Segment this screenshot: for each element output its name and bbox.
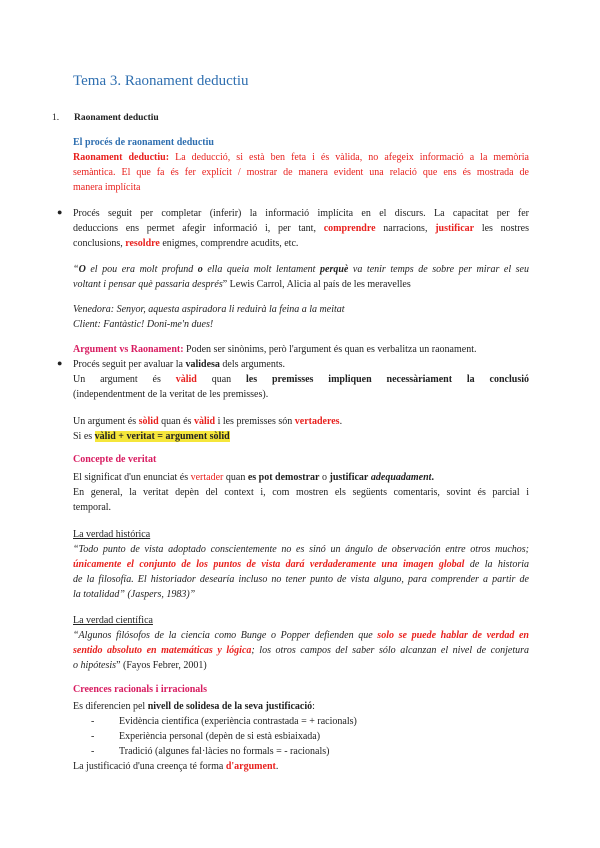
cientifica-line-2 [73, 643, 529, 658]
list-item-text: Experiència personal (depèn de si està esbiaixada) [119, 731, 321, 742]
keyword: resoldre [125, 238, 160, 249]
keyword: vàlid [193, 416, 216, 427]
argument-bullet-line-2 [73, 372, 529, 387]
section-label: Raonament deductiu [74, 113, 159, 123]
text: voltant i pensar què passaria després [73, 279, 223, 290]
text: justificar [329, 472, 369, 483]
text: Si es [73, 431, 95, 442]
text: adequadament [370, 472, 432, 483]
list-item [91, 729, 320, 744]
text: : [312, 701, 315, 712]
text: Es diferencien pel [73, 701, 148, 712]
dash-icon: - [91, 746, 95, 757]
list-item-text: Tradició (algunes fal·làcies no formals = - racionals) [119, 746, 330, 757]
historica-line-3: de la filosofía. El historiador desearía incluso no tener punto de vista alguno, para comprender a partir de [73, 574, 529, 585]
subheading-cientifica: La verdad científica [73, 615, 153, 626]
definition-text: La deducció, si està ben feta i és vàlida, no afegeix informació a la memòria [169, 152, 529, 163]
text: El significat d'un enunciat és [73, 472, 191, 483]
keyword: d'argument [225, 761, 276, 772]
solid-line-2 [73, 429, 230, 444]
text: deduccions ens permet afegir informació i, per tant, [73, 223, 324, 234]
text: Procés seguit per avaluar la [73, 359, 186, 370]
dash-icon: - [91, 716, 95, 727]
text: ; los otros campos del saber sólo alcanzan el nivel de conjetura [251, 645, 529, 656]
text: . [431, 472, 434, 483]
term: Argument vs Raonament: [73, 344, 184, 355]
keyword: vertaderes [294, 416, 340, 427]
text: el pou era molt profund [85, 264, 198, 275]
argument-bullet-line-3: (independentment de la veritat de les premisses). [73, 389, 269, 400]
text: quan [196, 374, 246, 385]
list-item [91, 744, 329, 759]
keyword: comprendre [323, 223, 376, 234]
subheading-proces: El procés de raonament deductiu [73, 137, 214, 148]
text: “ [73, 264, 79, 275]
veritat-line-1 [73, 470, 434, 485]
section-heading-1 [52, 113, 159, 123]
dash-icon: - [91, 731, 95, 742]
text: “Algunos filósofos de la ciencia como Bunge o Popper defienden que [73, 630, 378, 641]
keyword: vàlid [175, 374, 197, 385]
bullet-icon: ● [57, 207, 63, 217]
page-title: Tema 3. Raonament deductiu [73, 73, 249, 89]
bullet1-line-1: Procés seguit per completar (inferir) la informació implícita en el discurs. La capacitat per fer [73, 208, 529, 219]
text: quan [223, 472, 248, 483]
bullet1-line-3 [73, 236, 298, 251]
highlighted-quote: sentido absoluto en matemáticas y lógica [73, 645, 252, 656]
text: i les premisses són [215, 416, 295, 427]
text: Un argument és [73, 416, 139, 427]
text: Poden ser sinònims, però l'argument és quan es verbalitza un raonament. [183, 344, 477, 355]
highlighted-quote: únicamente el conjunto de los puntos de vista dará verdaderamente una imagen global [73, 559, 465, 570]
dialog-line-2: Client: Fantàstic! Doni-me'n dues! [73, 319, 214, 330]
text: conclusions, [73, 238, 126, 249]
text: quan és [158, 416, 194, 427]
cientifica-line-3 [73, 658, 207, 673]
text: narracions, [375, 223, 436, 234]
subheading-historica: La verdad histórica [73, 529, 151, 540]
text: validesa [185, 359, 220, 370]
definition-line-3: manera implícita [73, 182, 141, 193]
text: les nostres [474, 223, 529, 234]
bullet1-line-2 [73, 221, 529, 236]
section-number: 1. [52, 113, 60, 123]
definition-line-2: semàntica. El que fa és fer explícit / mostrar de manera evident una relació que ens és mostrada de [73, 167, 529, 178]
text: de la historia [464, 559, 529, 570]
quote-carroll-line-1 [73, 262, 529, 277]
keyword: sòlid [138, 416, 159, 427]
text: o [319, 472, 330, 483]
veritat-line-3: temporal. [73, 502, 112, 513]
keyword: vertader [190, 472, 224, 483]
text: o hipótesis [73, 660, 117, 671]
highlighted-formula: vàlid + veritat = argument sòlid [94, 431, 230, 442]
text: o [197, 264, 203, 275]
subheading-creences: Creences racionals i irracionals [73, 684, 207, 695]
text: . [275, 761, 279, 772]
solid-line-1 [73, 414, 342, 429]
list-item [91, 714, 357, 729]
creences-intro [73, 699, 315, 714]
text: enigmes, comprendre acudits, etc. [159, 238, 299, 249]
text: ” Lewis Carrol, Alicia al país de les meravelles [222, 279, 411, 290]
text: dels arguments. [219, 359, 286, 370]
historica-line-1: “Todo punto de vista adoptado conscientemente no es sinó un ángulo de observación entre otros muchos; [73, 544, 529, 555]
argument-definition [73, 342, 476, 357]
historica-line-2 [73, 557, 529, 572]
dialog-line-1: Venedora: Senyor, aquesta aspiradora li reduirà la feina a la meitat [73, 304, 345, 315]
bullet-icon: ● [57, 358, 63, 368]
historica-line-4: la totalidad” (Jaspers, 1983)” [73, 589, 196, 600]
text: es pot demostrar [247, 472, 320, 483]
subheading-veritat: Concepte de veritat [73, 454, 157, 465]
text: Un argument és [73, 374, 176, 385]
quote-carroll-line-2 [73, 277, 411, 292]
keyword: justificar [435, 223, 475, 234]
highlighted-quote: solo se puede hablar de verdad en [377, 630, 529, 641]
text: O [78, 264, 86, 275]
cientifica-line-1 [73, 628, 529, 643]
text: les premisses impliquen necessàriament la conclusió [246, 374, 529, 385]
list-item-text: Evidència científica (experiència contrastada = + racionals) [119, 716, 357, 727]
creences-closing [73, 759, 278, 774]
text: ” (Fayos Febrer, 2001) [116, 660, 207, 671]
veritat-line-2: En general, la veritat depèn del context i, com mostren els següents comentaris, sovint és parcial i [73, 487, 529, 498]
text: ella queia molt lentament [202, 264, 321, 275]
definition-term: Raonament deductiu: [73, 152, 170, 163]
text: . [339, 416, 343, 427]
argument-bullet-line-1 [73, 357, 285, 372]
text: La justificació d'una creença té forma [73, 761, 226, 772]
text: perquè [320, 264, 349, 275]
text: va tenir temps de sobre per mirar el seu [348, 264, 529, 275]
text: nivell de solidesa de la seva justificació [147, 701, 313, 712]
definition-line-1 [73, 150, 529, 165]
